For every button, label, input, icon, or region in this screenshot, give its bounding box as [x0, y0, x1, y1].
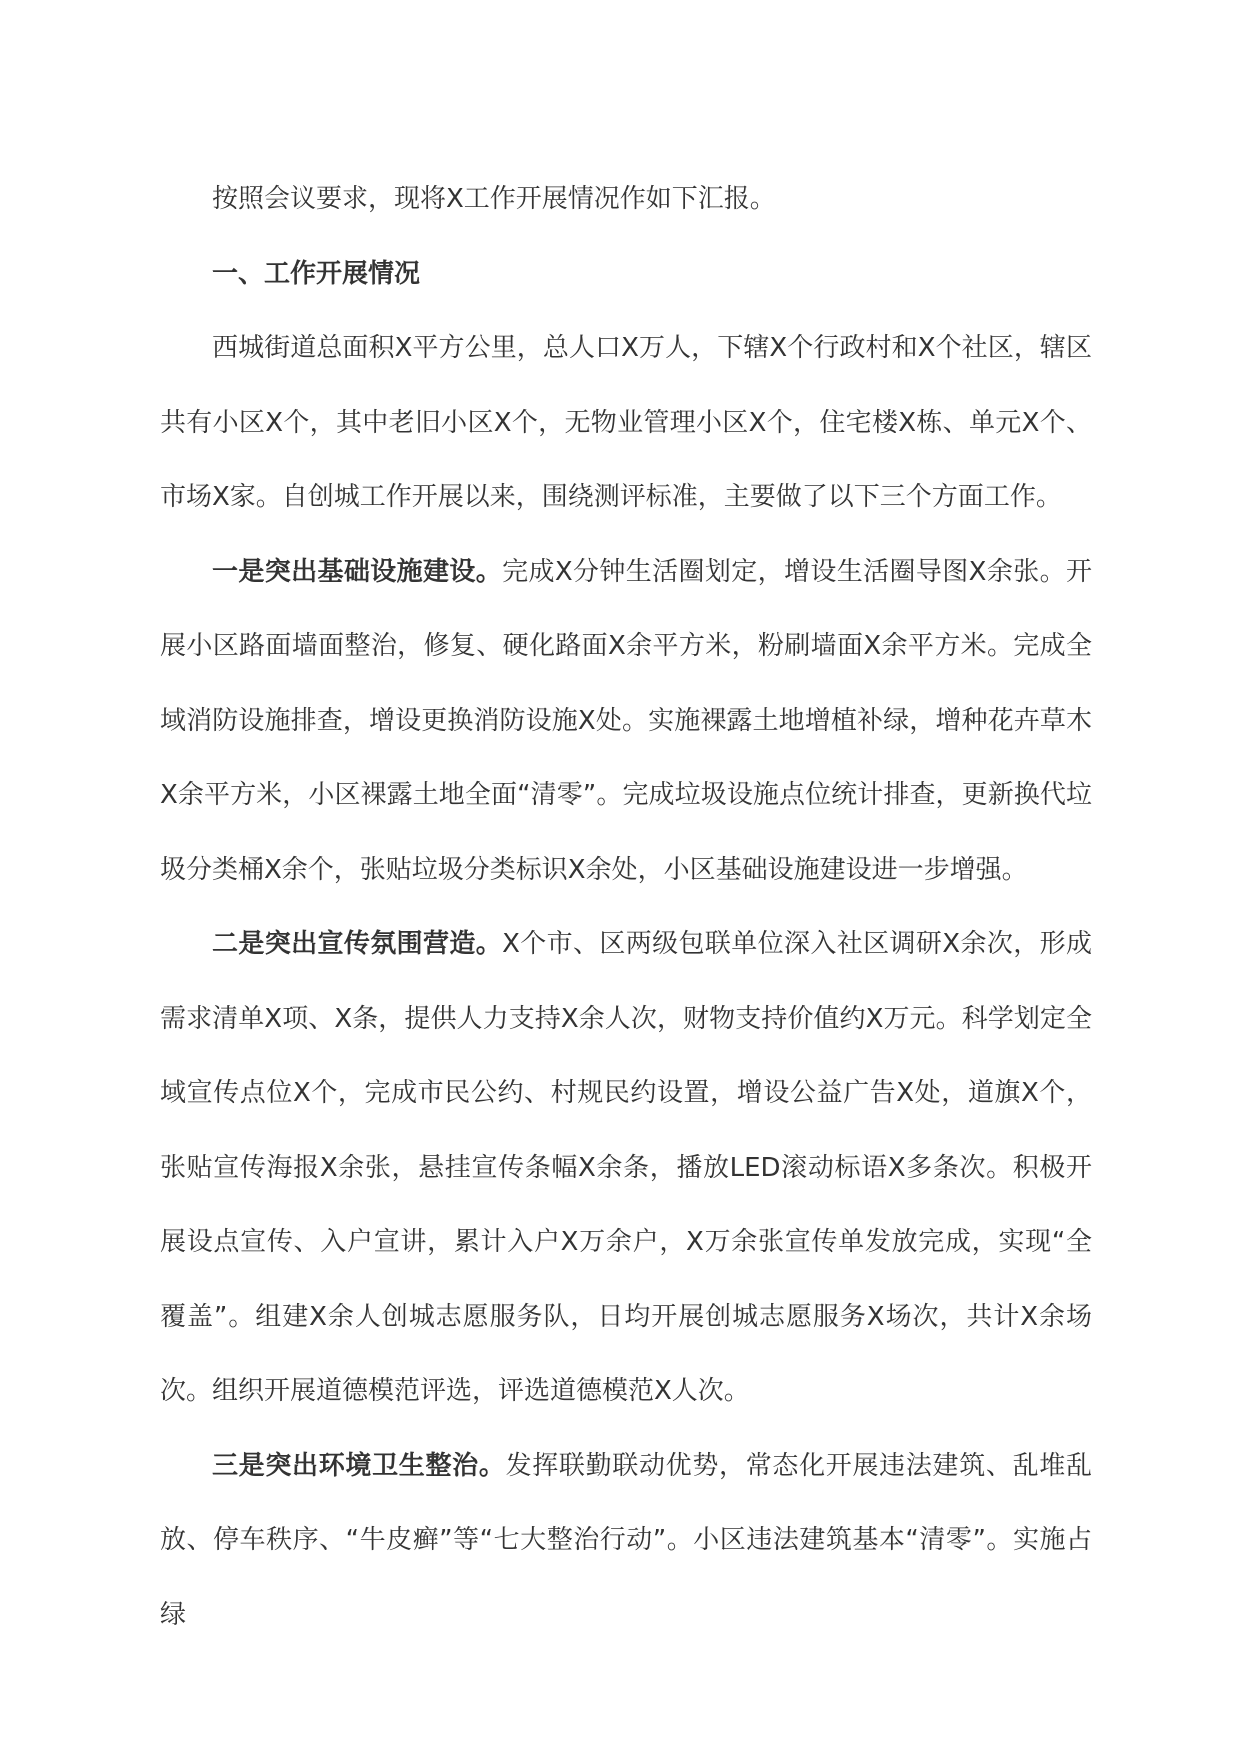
item-publicity-lead: 二是突出宣传氛围营造。 [212, 929, 503, 959]
item-publicity-paragraph [160, 907, 1092, 1429]
item-sanitation-body: 发挥联勤联动优势，常态化开展违法建筑、乱堆乱放、停车秩序、“牛皮癣”等“七大整治行动”。小区违法建筑基本“清零”。实施占绿 [160, 1450, 1092, 1630]
item-infrastructure-lead: 一是突出基础设施建设。 [212, 556, 503, 587]
section-heading: 一、工作开展情况 [212, 258, 421, 289]
overview-paragraph: 西城街道总面积X平方公里，总人口X万人，下辖X个行政村和X个社区，辖区共有小区X个，其中老旧小区X个，无物业管理小区X个，住宅楼X栋、单元X个、市场X家。自创城工作开展以来，围绕测评标准，主要做了以下三个方面工作。 [160, 333, 1092, 512]
item-sanitation-paragraph [160, 1429, 1092, 1653]
document-page [160, 162, 1092, 1652]
item-sanitation-lead: 三是突出环境卫生整治。 [212, 1450, 506, 1481]
item-infrastructure-paragraph [160, 535, 1092, 908]
item-infrastructure-body: 完成X分钟生活圈划定，增设生活圈导图X余张。开展小区路面墙面整治，修复、硬化路面X余平方米，粉刷墙面X余平方米。完成全域消防设施排查，增设更换消防设施X处。实施裸露土地增植补绿，增种花卉草木X余平方米，小区裸露土地全面“清零”。完成垃圾设施点位统计排查，更新换代垃圾分类桶X余个，张贴垃圾分类标识X余处，小区基础设施建设进一步增强。 [160, 556, 1092, 885]
item-publicity-body: X个市、区两级包联单位深入社区调研X余次，形成需求清单X项、X条，提供人力支持X余人次，财物支持价值约X万元。科学划定全域宣传点位X个，完成市民公约、村规民约设置，增设公益广告X处，道旗X个，张贴宣传海报X余张，悬挂宣传条幅X余条，播放LED滚动标语X多条次。积极开展设点宣传、入户宣讲，累计入户X万余户，X万余张宣传单发放完成，实现“全覆盖”。组建X余人创城志愿服务队，日均开展创城志愿服务X场次，共计X余场次。组织开展道德模范评选，评选道德模范X人次。 [160, 929, 1093, 1406]
intro-paragraph: 按照会议要求，现将X工作开展情况作如下汇报。 [212, 184, 776, 214]
